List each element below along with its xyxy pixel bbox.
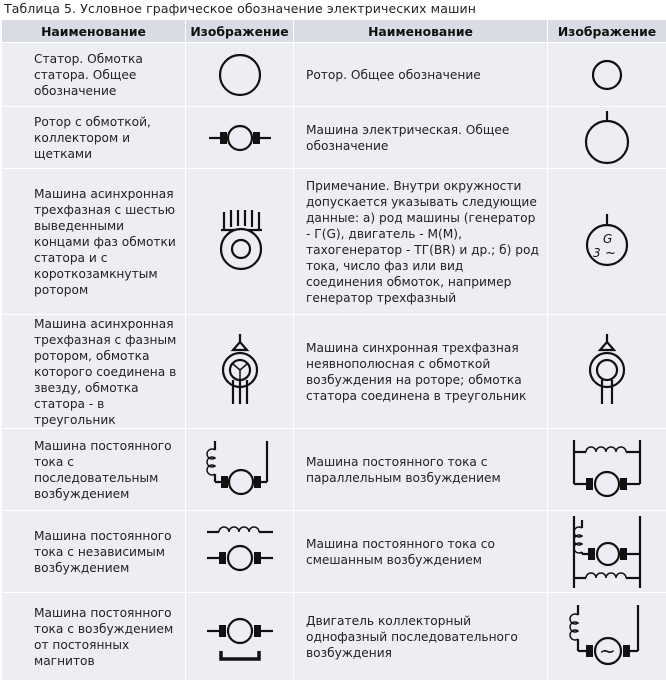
header-name-left: Наименование [2, 20, 186, 43]
generator-3phase-icon [577, 212, 637, 272]
row-name-left: Машина постоянного тока с возбуждением от постоянных магнитов [2, 593, 186, 681]
row-name-left: Машина постоянного тока с независимым возбуждением [2, 511, 186, 593]
async-squirrel-cage-icon [205, 207, 275, 277]
table-row [2, 593, 666, 681]
header-image-right: Изображение [548, 20, 666, 43]
row-image-left [186, 511, 294, 593]
row-image-right [548, 169, 666, 315]
generator-letter: G [603, 232, 612, 246]
table-row [2, 315, 666, 429]
row-image-right [548, 593, 666, 681]
stator-winding-icon [210, 50, 270, 100]
dc-separate-icon [203, 518, 277, 586]
row-name-left: Машина асинхронная трехфазная с фазным ротором, обмотка которого соединена в звезду, обмотка статора - в треугольник [2, 315, 186, 429]
row-name-right: Двигатель коллекторный однофазный последовательного возбуждения [294, 593, 548, 681]
row-image-left [186, 593, 294, 681]
row-image-right [548, 429, 666, 511]
header-name-right: Наименование [294, 20, 548, 43]
dc-compound-icon [568, 514, 646, 590]
header-image-left: Изображение [186, 20, 294, 43]
tilde-symbol: ~ [605, 246, 616, 261]
table-row [2, 107, 666, 169]
table-row [2, 511, 666, 593]
row-name-right: Машина постоянного тока с параллельным возбуждением [294, 429, 548, 511]
sync-nonsalient-icon [577, 332, 637, 412]
rotor-icon [577, 50, 637, 100]
tilde-symbol: ~ [599, 639, 616, 663]
table-header-row [2, 20, 666, 43]
row-image-left [186, 169, 294, 315]
row-name-left: Статор. Обмотка статора. Общее обозначение [2, 43, 186, 107]
row-name-left: Машина асинхронная трехфазная с шестью выведенными концами фаз обмотки статора и с короткозамкнутым ротором [2, 169, 186, 315]
dc-series-icon [205, 436, 275, 504]
ac-series-commutator-icon [568, 601, 646, 673]
row-image-left [186, 315, 294, 429]
table-row [2, 169, 666, 315]
row-name-left: Машина постоянного тока с последовательным возбуждением [2, 429, 186, 511]
row-image-left [186, 43, 294, 107]
row-name-right: Машина синхронная трехфазная неявнополюсная с обмоткой возбуждения на роторе; обмотка статора соединена в треугольник [294, 315, 548, 429]
rotor-commutator-brushes-icon [205, 113, 275, 163]
row-image-left [186, 429, 294, 511]
table-caption: Таблица 5. Условное графическое обозначение электрических машин [4, 1, 476, 16]
phase-number: 3 [593, 246, 601, 260]
table-row [2, 429, 666, 511]
row-image-left [186, 107, 294, 169]
symbols-table [1, 19, 666, 681]
electric-machine-icon [577, 109, 637, 167]
async-wound-rotor-icon [210, 332, 270, 412]
dc-shunt-icon [568, 436, 646, 504]
dc-permanent-magnet-icon [203, 603, 277, 671]
table-row [2, 43, 666, 107]
row-name-right: Машина электрическая. Общее обозначение [294, 107, 548, 169]
row-image-right [548, 511, 666, 593]
row-name-right: Ротор. Общее обозначение [294, 43, 548, 107]
row-image-right [548, 43, 666, 107]
row-name-right: Машина постоянного тока со смешанным возбуждением [294, 511, 548, 593]
row-name-right: Примечание. Внутри окружности допускается указывать следующие данные: а) род машины (генератор - Г(G), двигатель - М(M), тахогенератор - ТГ(BR) и др.; б) род тока, число фаз или вид соединения обмоток, например генератор трехфазный [294, 169, 548, 315]
row-image-right [548, 107, 666, 169]
row-image-right [548, 315, 666, 429]
row-name-left: Ротор с обмоткой, коллектором и щетками [2, 107, 186, 169]
